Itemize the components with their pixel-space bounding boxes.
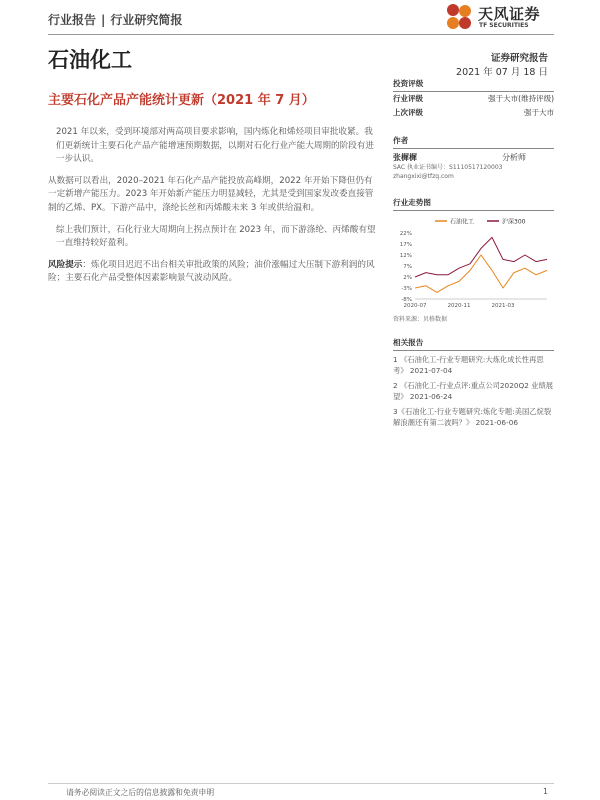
footer-divider <box>48 783 554 784</box>
report-type: 证券研究报告 <box>490 53 548 64</box>
y-tick-label: 22% <box>399 231 412 237</box>
logo-text-en: TF SECURITIES <box>479 22 529 29</box>
chart-heading: 行业走势图 <box>393 197 554 211</box>
footer-notice: 请务必阅读正文之后的信息披露和免责申明 <box>66 788 215 797</box>
trend-chart <box>393 213 554 311</box>
y-tick-label: 12% <box>399 253 412 259</box>
chart-source: 资料来源：贝格数据 <box>393 316 448 323</box>
risk-label: 风险提示 <box>48 259 83 270</box>
y-tick-label: -8% <box>401 297 412 303</box>
series-line <box>415 255 547 292</box>
header-subcategory: 行业研究简报 <box>110 13 183 27</box>
related-report-item[interactable]: 2 《石油化工-行业点评:重点公司2020Q2 业绩展望》 2021-06-24 <box>393 380 554 402</box>
legend-label: 石油化工 <box>450 218 475 226</box>
industry-rating-row <box>393 92 554 106</box>
risk-text: ：炼化项目迟迟不出台相关审批政策的风险；油价涨幅过大压制下游利润的风险；主要石化产品受整体因素影响景气波动风险。 <box>48 259 375 284</box>
x-tick-label: 2020-11 <box>447 303 471 309</box>
y-tick-label: 2% <box>403 275 412 281</box>
company-logo <box>444 2 554 32</box>
prev-rating-label: 上次评级 <box>393 107 423 117</box>
industry-rating-value: 强于大市(维持评级) <box>488 94 554 103</box>
industry-title: 石油化工 <box>48 48 132 72</box>
prev-rating-value: 强于大市 <box>524 107 554 117</box>
main-body <box>48 126 378 294</box>
author-block <box>393 135 554 181</box>
author-sac: SAC 执业证书编号：S1110517120003 <box>393 164 503 171</box>
body-paragraph-2: 从数据可以看出，2020–2021 年石化产品产能投放高峰期，2022 年开始下降但仍有一定新增产能压力。2023 年开始新产能压力明显减轻，尤其是受到国家发改委直接管制的乙烯、PX。下游产品中，涤纶长丝和丙烯酸未来 3 年或供给温和。 <box>48 175 374 213</box>
logo-mark-icon <box>444 2 474 32</box>
header-divider <box>48 34 554 35</box>
y-tick-label: 7% <box>403 264 412 270</box>
industry-rating-label: 行业评级 <box>393 94 423 103</box>
page-number: 1 <box>543 787 548 796</box>
related-heading: 相关报告 <box>393 337 554 351</box>
y-tick-label: -3% <box>401 286 412 292</box>
y-tick-label: 17% <box>399 242 412 248</box>
logo-text-cn: 天风证券 <box>478 5 541 23</box>
related-reports <box>393 337 554 428</box>
author-role: 分析师 <box>502 153 526 162</box>
related-report-item[interactable]: 1 《石油化工-行业专题研究:大炼化成长性再思考》 2021-07-04 <box>393 355 544 376</box>
body-paragraph-1: 2021 年以来，受到环境部对两高项目要求影响，国内炼化和烯烃项目审批收紧。我们更新统计主要石化产品产能增速预期数据，以期对石化行业产能大周期的阶段有进一步认识。 <box>56 127 374 165</box>
sidebar <box>393 78 554 428</box>
report-date: 2021 年 07 月 18 日 <box>456 67 548 78</box>
x-tick-label: 2020-07 <box>403 303 427 309</box>
header-category: 行业报告 <box>48 13 97 27</box>
author-heading: 作者 <box>393 135 554 149</box>
body-paragraph-3: 综上我们预计，石化行业大周期向上拐点预计在 2023 年，而下游涤纶、丙烯酸有望一直维持较好盈利。 <box>56 224 376 249</box>
author-row <box>393 152 554 163</box>
related-report-item[interactable]: 3《石油化工-行业专题研究:炼化专题:美国乙烷裂解浪潮还有第二波吗？》 2021-06-06 <box>393 406 552 428</box>
report-title: 主要石化产品产能统计更新（2021 年 7 月） <box>48 93 315 108</box>
series-line <box>415 237 547 277</box>
prev-rating-row <box>393 106 554 120</box>
top-header <box>48 11 182 28</box>
rating-heading: 投资评级 <box>393 78 554 92</box>
chart-block <box>393 197 554 323</box>
author-name: 张樨樨 <box>393 153 417 162</box>
risk-paragraph <box>48 259 378 286</box>
header-separator: | <box>101 13 106 27</box>
author-email[interactable]: zhangxixi@tfzq.com <box>393 173 454 180</box>
legend-label: 沪深300 <box>502 218 526 226</box>
rating-block <box>393 78 554 119</box>
x-tick-label: 2021-03 <box>491 303 515 309</box>
